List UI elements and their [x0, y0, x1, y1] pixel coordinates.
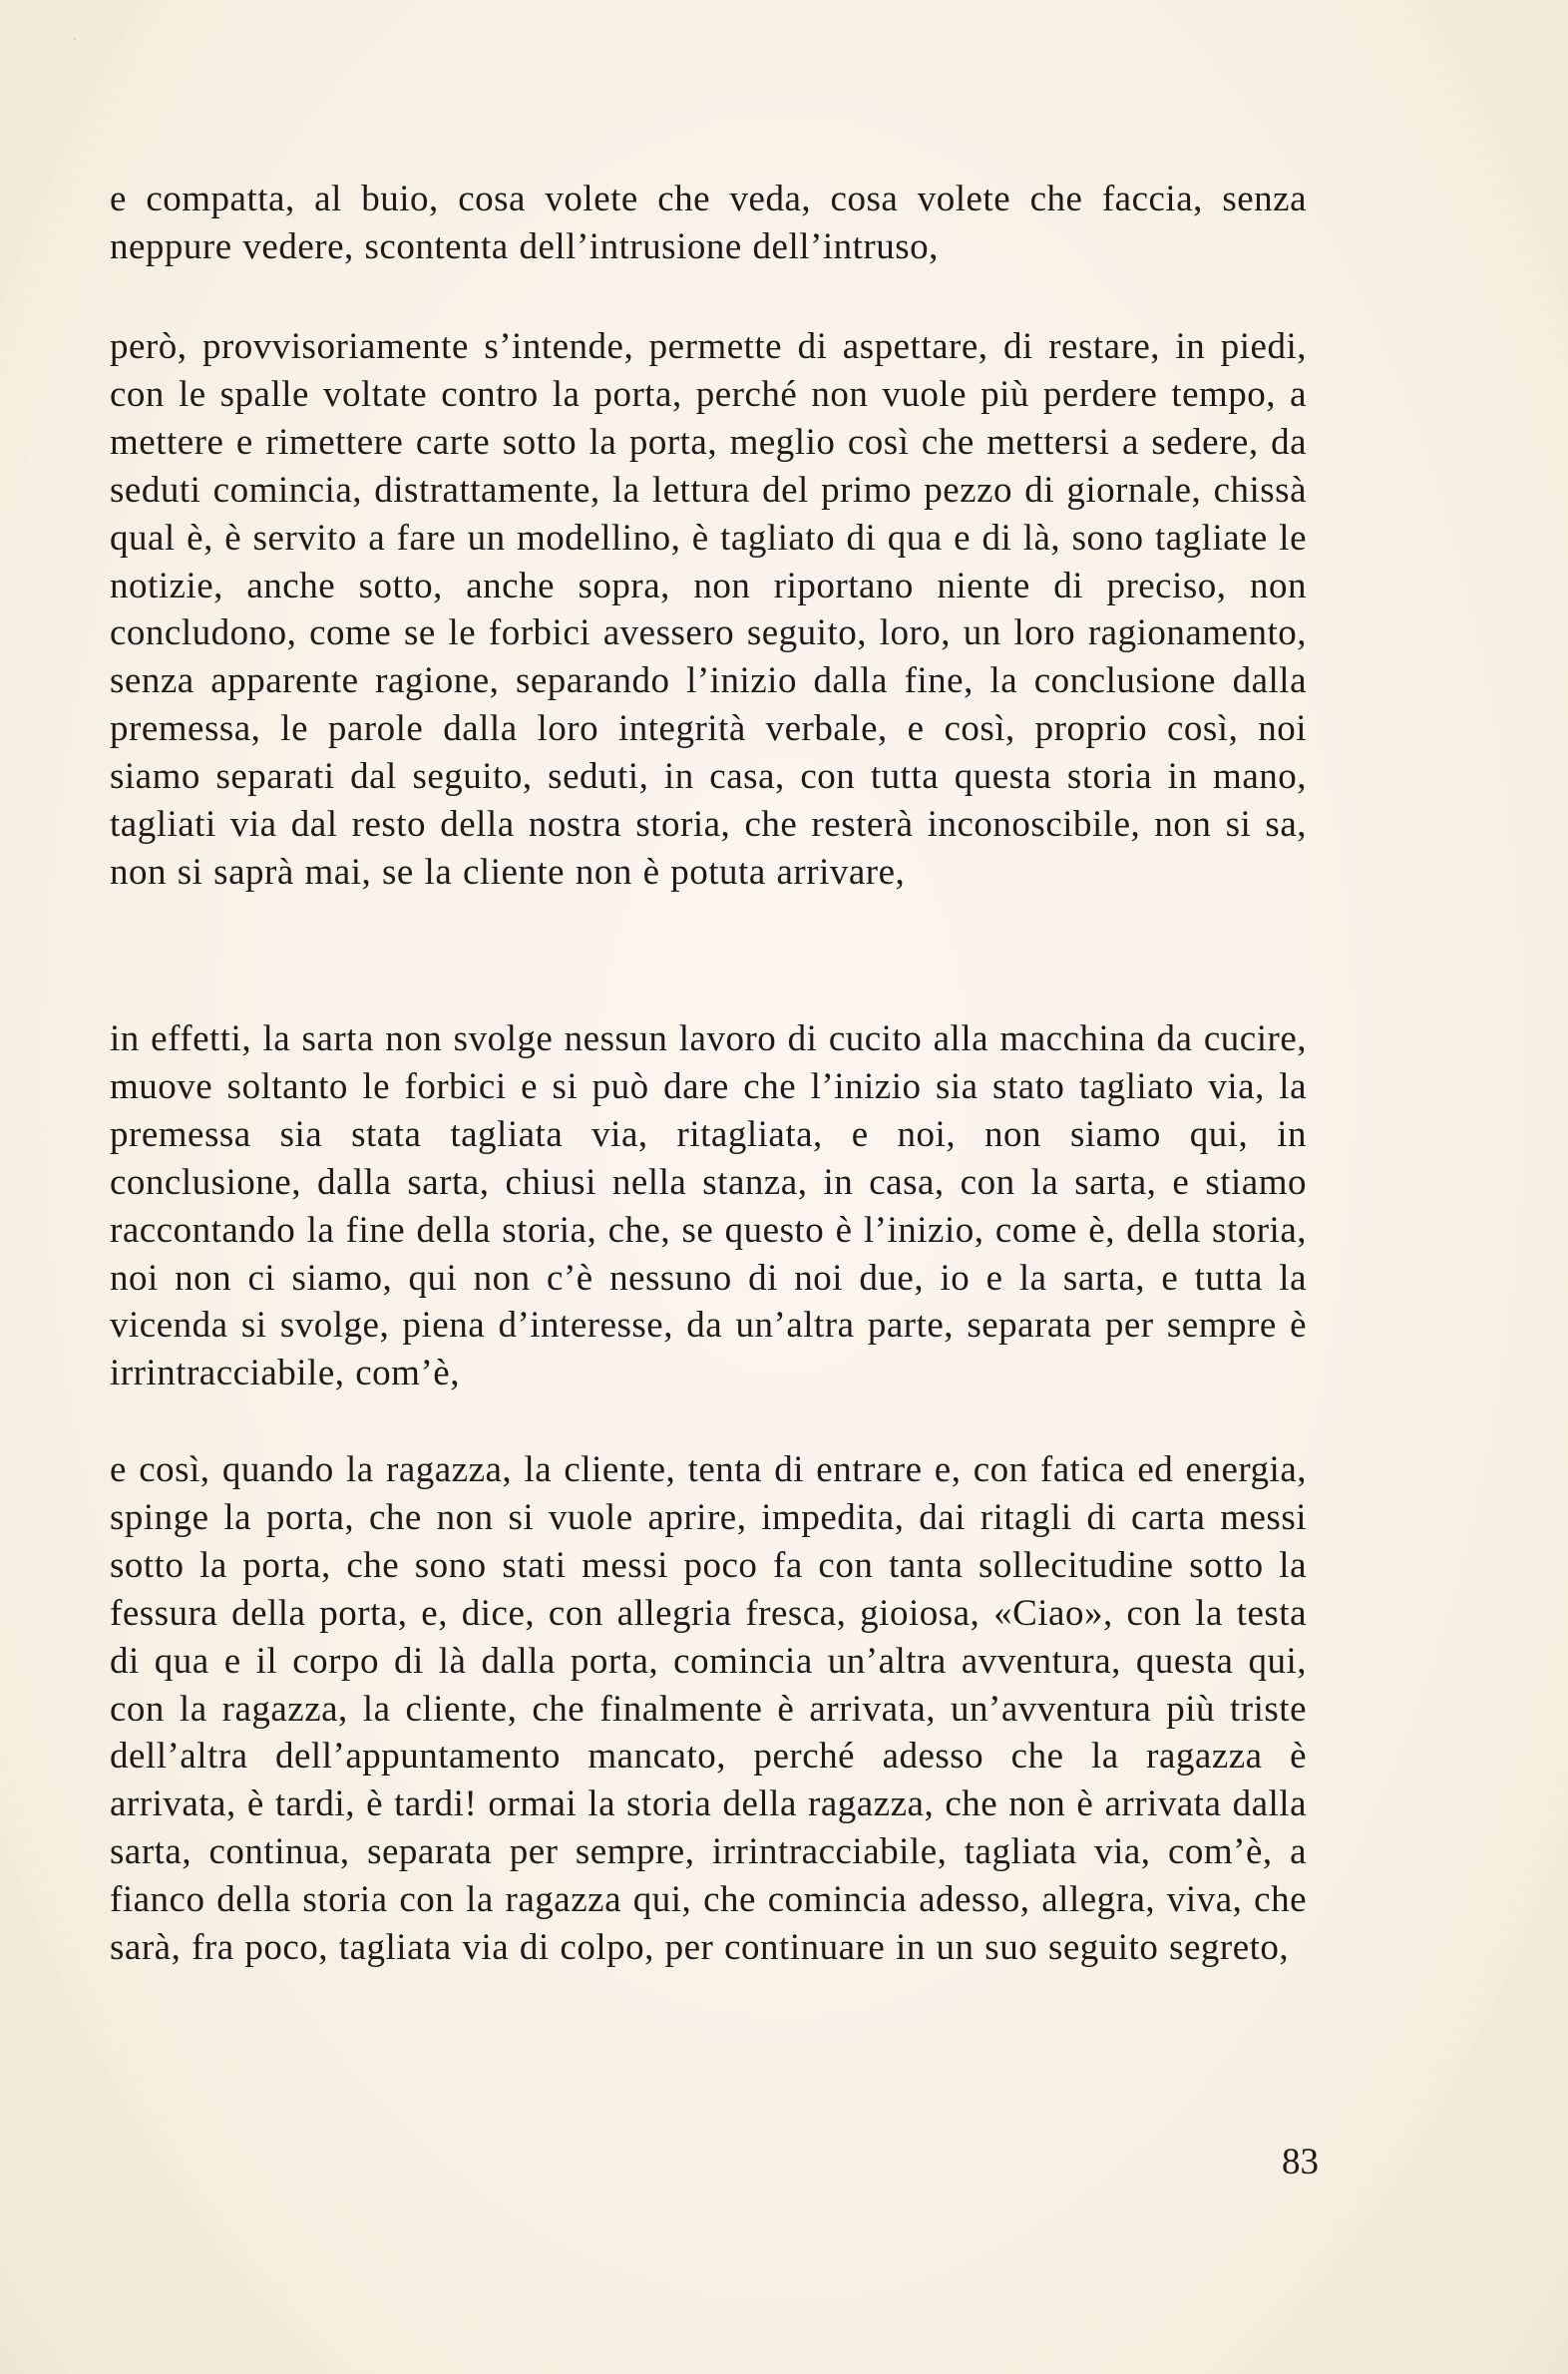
paragraph-4	[110, 1446, 1307, 1972]
paragraph-text: e compatta, al buio, cosa volete che veda, cosa volete che faccia, senza neppure vedere, scontenta dell’intrusione dell’intruso,	[110, 179, 1307, 267]
paragraph-text: in effetti, la sarta non svolge nessun lavoro di cucito alla macchina da cucire, muove soltanto le forbici e si può dare che l’inizio sia stato tagliato via, la premessa sia stata tagliata via, ritagliata, e noi, non siamo qui, in conclusione, dalla sarta, chiusi nella stanza, in casa, con la sarta, e stiamo raccontando la fine della storia, che, se questo è l’inizio, come è, della storia, noi non ci siamo, qui non c’è nessuno di noi due, io e la sarta, e tutta la vicenda si svolge, piena d’interesse, da un’altra parte, separata per sempre è irrintracciabile, com’è,	[110, 1018, 1307, 1394]
paper-speck	[74, 38, 76, 40]
paragraph-2	[110, 323, 1307, 897]
paragraph-text: però, provvisoriamente s’intende, permette di aspettare, di restare, in piedi, con le spalle voltate contro la porta, perché non vuole più perdere tempo, a mettere e rimettere carte sotto la porta, meglio così che mettersi a sedere, da seduti comincia, distrattamente, la lettura del primo pezzo di giornale, chissà qual è, è servito a fare un modellino, è tagliato di qua e di là, sono tagliate le notizie, anche sotto, anche sopra, non riportano niente di preciso, non concludono, come se le forbici avessero seguito, loro, un loro ragionamento, senza apparente ragione, separando l’inizio dalla fine, la conclusione dalla premessa, le parole dalla loro integrità verbale, e così, proprio così, noi siamo separati dal seguito, seduti, in casa, con tutta questa storia in mano, tagliati via dal resto della nostra storia, che resterà inconoscibile, non si sa, non si saprà mai, se la cliente non è potuta arrivare,	[110, 326, 1307, 893]
page-number: 83	[1282, 2142, 1319, 2182]
paragraph-text: e così, quando la ragazza, la cliente, tenta di entrare e, con fatica ed energia, spinge la porta, che non si vuole aprire, impedita, dai ritagli di carta messi sotto la porta, che sono stati messi poco fa con tanta sollecitudine sotto la fessura della porta, e, dice, con allegria fresca, gioiosa, «Ciao», con la testa di qua e il corpo di là dalla porta, comincia un’altra avventura, questa qui, con la ragazza, la cliente, che finalmente è arrivata, un’avventura più triste dell’altra dell’appuntamento mancato, perché adesso che la ragazza è arrivata, è tardi, è tardi! ormai la storia della ragazza, che non è arrivata dalla sarta, continua, separata per sempre, irrintracciabile, tagliata via, com’è, a fianco della storia con la ragazza qui, che comincia adesso, allegra, viva, che sarà, fra poco, tagliata via di colpo, per continuare in un suo seguito segreto,	[110, 1449, 1307, 1969]
paragraph-3	[110, 1015, 1307, 1397]
paragraph-1	[110, 176, 1307, 271]
